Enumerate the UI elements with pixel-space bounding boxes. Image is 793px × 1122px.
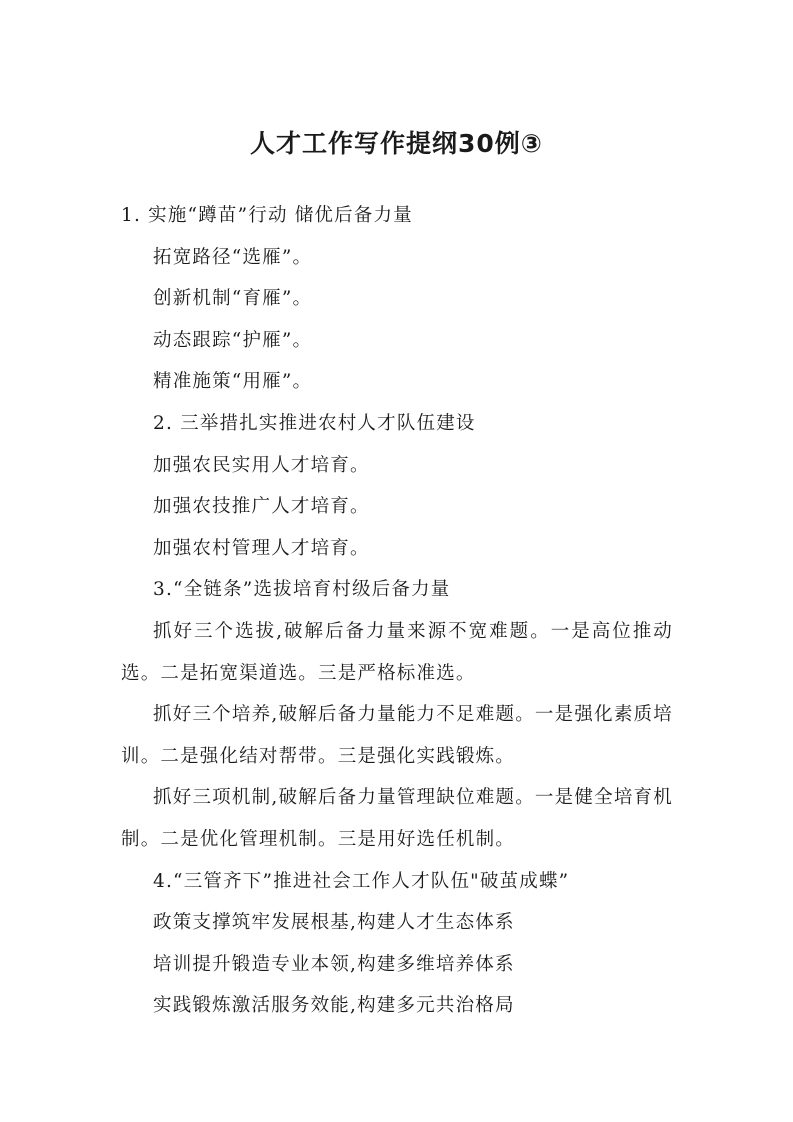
- item-2-3: 加强农村管理人才培育。: [153, 537, 370, 559]
- item-1-2: 创新机制“育雁”。: [153, 288, 313, 310]
- item-3-2: 抓好三个培养,破解后备力量能力不足难题。一是强化素质培训。二是强化结对帮带。三是强化实践锻炼。: [121, 704, 673, 767]
- item-3-1: 抓好三个选拔,破解后备力量来源不宽难题。一是高位推动选。二是拓宽渠道选。三是严格标准选。: [121, 620, 673, 684]
- item-1-4: 精准施策“用雁”。: [153, 371, 313, 393]
- item-2-1: 加强农民实用人才培育。: [153, 454, 370, 476]
- document-body: [121, 195, 673, 1027]
- item-4-2: 培训提升锻造专业本领,构建多维培养体系: [153, 953, 515, 975]
- item-2-2: 加强农技推广人才培育。: [153, 496, 370, 518]
- heading-3: 3.“全链条”选拔培育村级后备力量: [153, 579, 451, 601]
- heading-1: 1. 实施“蹲苗”行动 储优后备力量: [121, 205, 413, 226]
- heading-2: 2. 三举措扎实推进农村人才队伍建设: [153, 412, 476, 434]
- item-4-1: 政策支撑筑牢发展根基,构建人才生态体系: [153, 912, 515, 934]
- item-1-1: 拓宽路径“选雁”。: [153, 246, 313, 268]
- heading-4: 4.“三管齐下”推进社会工作人才队伍"破茧成蝶”: [153, 870, 570, 892]
- item-3-3: 抓好三项机制,破解后备力量管理缺位难题。一是健全培育机制。二是优化管理机制。三是用好选任机制。: [121, 787, 673, 850]
- item-1-3: 动态跟踪“护雁”。: [153, 329, 313, 351]
- document-title: 人才工作写作提纲30例③: [250, 129, 543, 158]
- item-4-3: 实践锻炼激活服务效能,构建多元共治格局: [153, 995, 515, 1017]
